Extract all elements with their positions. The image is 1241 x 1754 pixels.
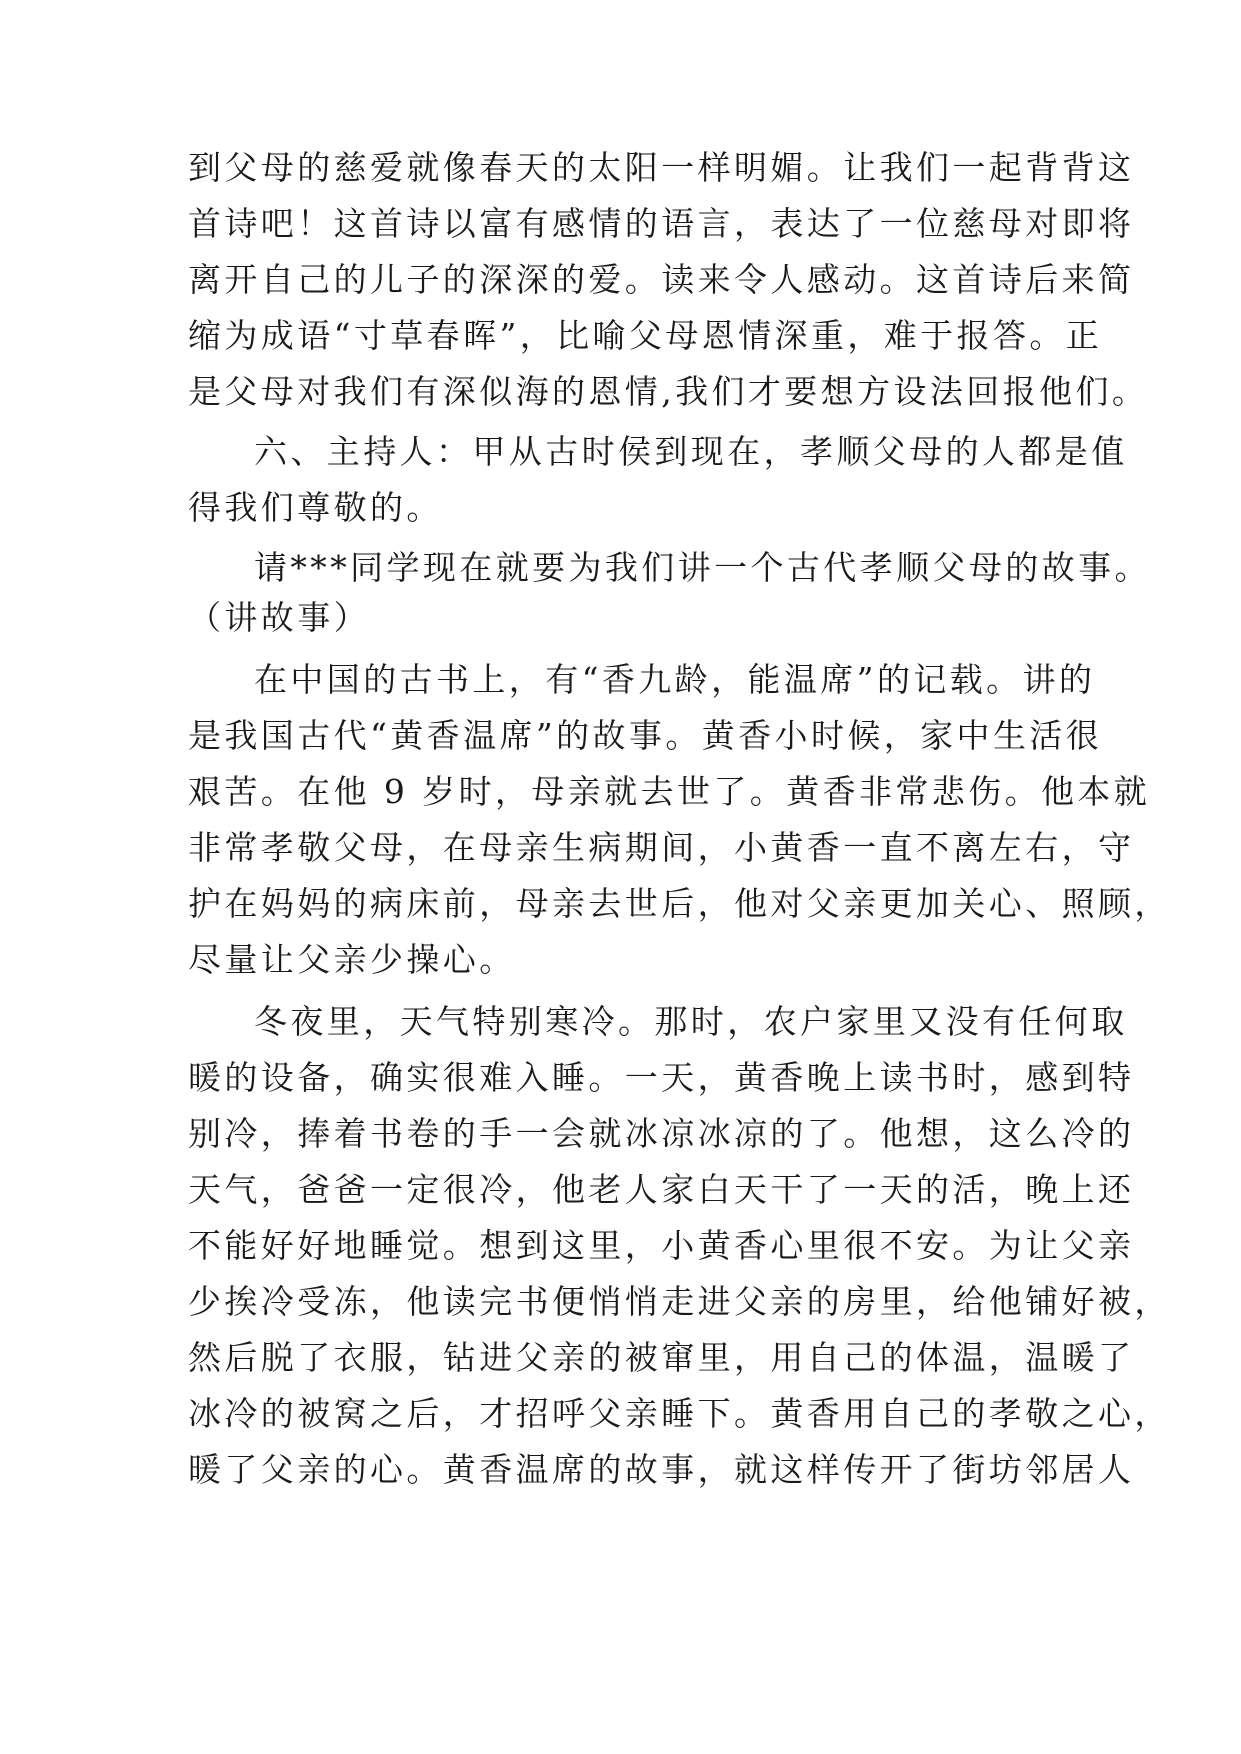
text-line: 在中国的古书上，有“香九龄，能温席”的记载。讲的 xyxy=(254,660,1096,699)
text-line: 别冷，捧着书卷的手一会就冰凉冰凉的了。他想，这么冷的 xyxy=(188,1114,1135,1153)
text-line: 艰苦。在他 9 岁时，母亲就去世了。黄香非常悲伤。他本就 xyxy=(188,772,1151,811)
text-line: 是我国古代“黄香温席”的故事。黄香小时候，家中生活很 xyxy=(188,716,1103,755)
text-line: 首诗吧！这首诗以富有感情的语言，表达了一位慈母对即将 xyxy=(188,204,1135,243)
text-line: 非常孝敬父母，在母亲生病期间，小黄香一直不离左右，守 xyxy=(188,828,1135,867)
text-line: 天气，爸爸一定很冷，他老人家白天干了一天的活，晚上还 xyxy=(188,1170,1135,1209)
text-line: 暖的设备，确实很难入睡。一天，黄香晚上读书时，感到特 xyxy=(188,1058,1135,1097)
text-line: 得我们尊敬的。 xyxy=(188,488,443,527)
text-line: 不能好好地睡觉。想到这里，小黄香心里很不安。为让父亲 xyxy=(188,1226,1135,1265)
text-line: 是父母对我们有深似海的恩情,我们才要想方设法回报他们。 xyxy=(188,372,1149,411)
section-heading-six: 六、主持人：甲从古时侯到现在，孝顺父母的人都是值 xyxy=(254,432,1128,471)
text-line: 少挨冷受冻，他读完书便悄悄走进父亲的房里，给他铺好被， xyxy=(188,1282,1171,1321)
text-line: 护在妈妈的病床前，母亲去世后，他对父亲更加关心、照顾， xyxy=(188,884,1171,923)
text-line: 暖了父亲的心。黄香温席的故事，就这样传开了街坊邻居人 xyxy=(188,1450,1135,1489)
text-line: 尽量让父亲少操心。 xyxy=(188,940,516,979)
text-line: 请***同学现在就要为我们讲一个古代孝顺父母的故事。 xyxy=(254,548,1151,587)
text-line: 冬夜里，天气特别寒冷。那时，农户家里又没有任何取 xyxy=(254,1002,1128,1041)
text-line: 缩为成语“寸草春晖”，比喻父母恩情深重，难于报答。正 xyxy=(188,316,1103,355)
stage-direction: （讲故事） xyxy=(188,598,370,637)
text-line: 冰冷的被窝之后，才招呼父亲睡下。黄香用自己的孝敬之心， xyxy=(188,1394,1171,1433)
text-line: 到父母的慈爱就像春天的太阳一样明媚。让我们一起背背这 xyxy=(188,148,1135,187)
text-line: 离开自己的儿子的深深的爱。读来令人感动。这首诗后来简 xyxy=(188,260,1135,299)
text-line: 然后脱了衣服，钻进父亲的被窜里，用自己的体温，温暖了 xyxy=(188,1338,1135,1377)
